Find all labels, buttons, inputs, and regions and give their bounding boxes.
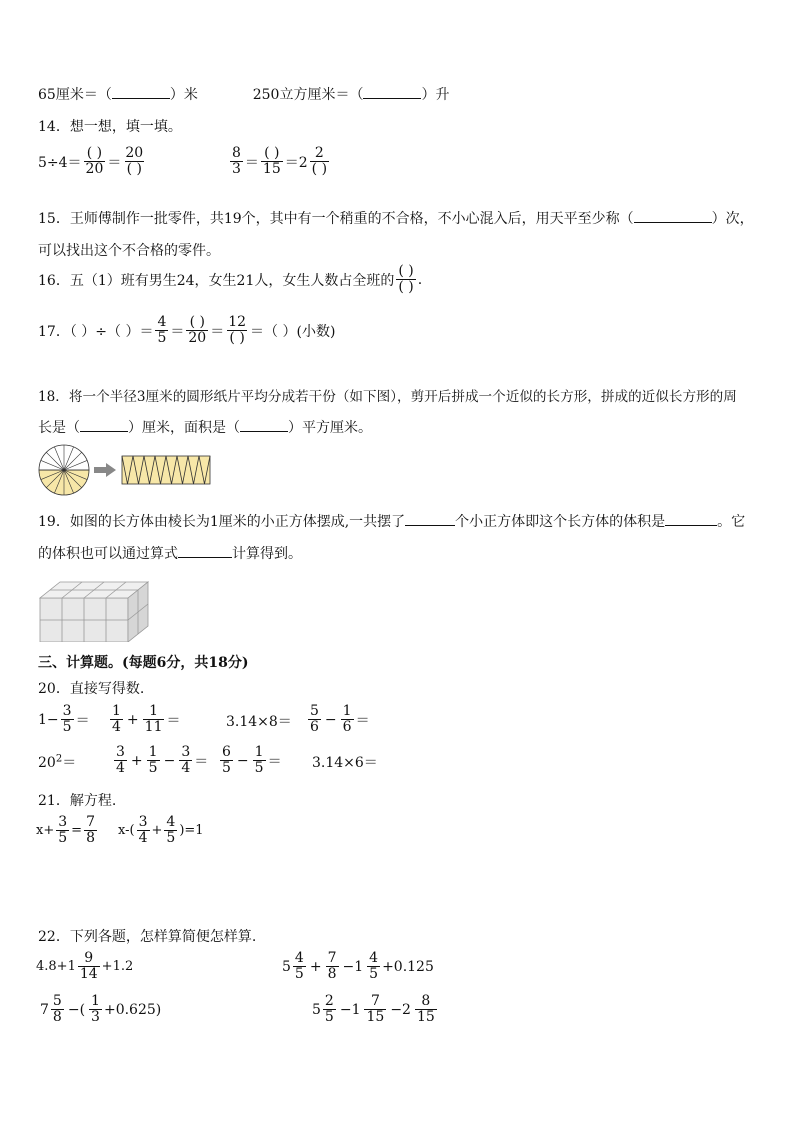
- section-3-title: 三、计算题。(每题6分，共18分): [38, 655, 249, 671]
- q15-line-1: 15．王师傅制作一批零件，共19个，其中有一个稍重的不合格，不小心混入后，用天平至少称（ ）次，: [38, 211, 754, 227]
- answer-blank[interactable]: [240, 419, 288, 432]
- fraction: $\frac{( )}{20}$: [85, 145, 104, 178]
- fraction: $\frac{8}{3}$: [232, 145, 241, 178]
- fraction: $\frac{4}{5}$: [157, 314, 167, 347]
- q15-line-2: 可以找出这个不合格的零件。: [38, 243, 220, 259]
- fraction: $\frac{1}{5}$: [254, 744, 264, 777]
- answer-blank[interactable]: [634, 210, 712, 223]
- fraction: $\frac{1}{3}$: [91, 993, 100, 1026]
- q20-r1-b: $\frac{1}{4}$ + $\frac{1}{11}$ ＝: [112, 703, 181, 736]
- fraction: $\frac{1}{4}$: [112, 703, 121, 736]
- fraction: $\frac{3}{5}$: [62, 703, 72, 736]
- fraction: $\frac{12}{( )}$: [228, 314, 247, 347]
- q19-line-1: 19．如图的长方体由棱长为1厘米的小正方体摆成,一共摆了 个小正方体即这个长方体的体积是 。它: [38, 514, 746, 530]
- fraction: $\frac{7}{15}$: [366, 993, 385, 1026]
- fraction: $\frac{2}{5}$: [324, 993, 334, 1026]
- answer-blank[interactable]: [112, 86, 170, 99]
- cuboid-icon: [40, 582, 148, 642]
- circle-to-rectangle-figure: [38, 444, 218, 496]
- fraction: $\frac{5}{8}$: [52, 993, 62, 1026]
- q14-expression-2: $\frac{8}{3}$ ＝ $\frac{( )}{15}$ ＝2 $\frac{2}{( )}$: [232, 145, 328, 178]
- answer-blank[interactable]: [405, 513, 455, 526]
- q22-expression-1: 4.8+1 $\frac{9}{14}$ +1.2: [36, 950, 134, 983]
- fraction: $\frac{1}{11}$: [144, 703, 163, 736]
- fraction: $\frac{( )}{20}$: [188, 314, 207, 347]
- divided-circle-icon: [39, 445, 89, 495]
- fraction: $\frac{( )}{( )}$: [398, 263, 414, 296]
- q13-conversion-line: 65厘米＝（ ）米 250立方厘米＝（ ）升: [38, 87, 450, 103]
- answer-blank[interactable]: [665, 513, 717, 526]
- fraction: $\frac{1}{5}$: [148, 744, 158, 777]
- fraction: $\frac{2}{( )}$: [311, 145, 328, 178]
- fraction: $\frac{4}{5}$: [369, 950, 379, 983]
- q20-title: 20．直接写得数.: [38, 681, 145, 697]
- answer-blank[interactable]: [363, 86, 421, 99]
- fraction: $\frac{7}{8}$: [327, 950, 337, 983]
- q17-line: 17．（ ）÷（ ）＝ $\frac{4}{5}$ ＝ $\frac{( )}{20}$ ＝ $\frac{12}{( )}$ ＝（ ）(小数): [38, 314, 336, 347]
- q22-title: 22．下列各题，怎样算简便怎样算.: [38, 929, 257, 945]
- q21-title: 21．解方程.: [38, 793, 117, 809]
- fraction: $\frac{9}{14}$: [79, 950, 98, 983]
- fraction: $\frac{6}{5}$: [222, 744, 231, 777]
- q19-line-2: 的体积也可以通过算式 计算得到。: [38, 546, 302, 562]
- q18-line-1: 18．将一个半径3厘米的圆形纸片平均分成若干份（如下图），剪开后拼成一个近似的长方形，拼成的近似长方形的周: [38, 389, 737, 405]
- fraction: $\frac{3}{4}$: [181, 744, 191, 777]
- q21-equation-2: x-( $\frac{3}{4}$ + $\frac{4}{5}$ )=1: [118, 814, 204, 847]
- fraction: $\frac{3}{4}$: [116, 744, 125, 777]
- rearranged-rectangle-icon: [122, 456, 210, 484]
- q22-expression-3: 7 $\frac{5}{8}$ −( $\frac{1}{3}$ +0.625): [40, 993, 162, 1026]
- answer-blank[interactable]: [178, 545, 232, 558]
- q18-line-2: 长是（ ）厘米，面积是（ ）平方厘米。: [38, 420, 372, 436]
- arrow-icon: [94, 463, 116, 477]
- q21-equation-1: x+ $\frac{3}{5}$ = $\frac{7}{8}$: [36, 814, 95, 847]
- q22-expression-2: 5 $\frac{4}{5}$ + $\frac{7}{8}$ −1 $\frac{4}{5}$ +0.125: [282, 950, 434, 983]
- fraction: $\frac{4}{5}$: [294, 950, 304, 983]
- fraction: $\frac{3}{5}$: [58, 814, 68, 847]
- q22-expression-4: 5 $\frac{2}{5}$ −1 $\frac{7}{15}$ −2 $\frac{8}{15}$: [312, 993, 435, 1026]
- fraction: $\frac{4}{5}$: [166, 814, 176, 847]
- fraction: $\frac{3}{4}$: [138, 814, 148, 847]
- q16-line: 16．五（1）班有男生24，女生21人，女生人数占全班的 $\frac{( )}{( )}$ .: [38, 263, 423, 296]
- fraction: $\frac{20}{( )}$: [125, 145, 144, 178]
- q20-r1-a: 1− $\frac{3}{5}$ ＝: [38, 703, 90, 736]
- cuboid-figure: [38, 570, 154, 642]
- fraction: $\frac{8}{15}$: [416, 993, 435, 1026]
- fraction: $\frac{1}{6}$: [342, 703, 352, 736]
- q20-r1-c: 3.14×8＝: [226, 714, 292, 730]
- q20-r2-a: $20^2=$: [38, 753, 77, 771]
- q20-r2-d: 3.14×6＝: [312, 755, 378, 771]
- q20-r2-c: $\frac{6}{5}$ − $\frac{1}{5}$ ＝: [222, 744, 282, 777]
- q14-title: 14．想一想，填一填。: [38, 119, 182, 135]
- fraction: $\frac{( )}{15}$: [262, 145, 281, 178]
- fraction: $\frac{7}{8}$: [86, 814, 95, 847]
- answer-blank[interactable]: [80, 419, 128, 432]
- q20-r1-d: $\frac{5}{6}$ − $\frac{1}{6}$ ＝: [310, 703, 370, 736]
- fraction: $\frac{5}{6}$: [310, 703, 319, 736]
- q20-r2-b: $\frac{3}{4}$ + $\frac{1}{5}$ − $\frac{3}{4}$ ＝: [116, 744, 209, 777]
- q14-expression-1: 5÷4＝ $\frac{( )}{20}$ ＝ $\frac{20}{( )}$: [38, 145, 144, 178]
